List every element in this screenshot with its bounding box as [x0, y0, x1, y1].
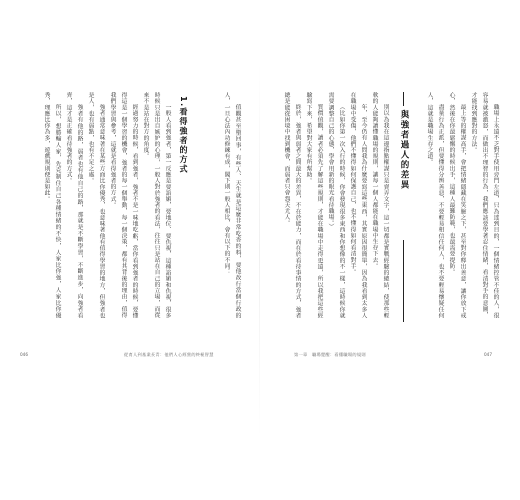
section-number: 1. — [179, 96, 188, 108]
right-page-intro-text — [418, 92, 500, 318]
right-intro-paragraph: 盡量行為正派，但要懂得分辨善惡，不要輕易相信任何人，也不要輕易懷疑任何人，這就是職場生存之道。 — [426, 92, 443, 318]
section-heading-right: 與強者過人的差異 — [399, 110, 409, 190]
right-body-paragraph: 年，至今仍有人問我為什麼要寫這些東西，其實原因很簡單，因為我看到太多人在職場中受傷，他們不懂得如何保護自己，也不懂得如何看清對手。 — [349, 92, 366, 318]
right-body-paragraph: 別以為我在這邊指點權謀只是賣弄文字，這一切都是實戰經驗的總結，使那些輕軟的人能夠讀懂職場的規則，讓每一個人都能在職場中生存下去。 — [371, 92, 388, 318]
left-page-body-text — [43, 92, 172, 318]
right-body-paragraph: 終於，強者與弱者之間最大的差異，不在於能力，而在於看待事情的方式，強者總是能從困境中找到機會，而弱者只會怨天尤人。 — [283, 92, 300, 318]
left-body-paragraph: 經過努力的時候，看到強者，強者不是一味地吃虧，當你看到強者的時候，要懂得這是一個學習的機會，強者的每一個舉動，每一個決策，都有其背後的理由，值得我們學習與參考，這就是看得強者的方式。 — [109, 92, 137, 318]
page-number-left: 046 — [20, 352, 28, 357]
running-footer-left: 從育人到基業長青：他們人心經營的終極智慧 — [124, 352, 214, 357]
book-gutter — [259, 60, 260, 440]
section-heading-rule-top — [403, 92, 404, 106]
section-heading-left — [178, 96, 189, 174]
right-intro-paragraph: 職場上永遠不乏對手使用旁門左道，只為達到目的，一個情緒控管不佳的人，很容易就被激怒，而做出不理智的行為，我們應該要學著忍住情緒，看清對手的意圖，才能找到應對的方法。 — [470, 92, 498, 318]
left-body-paragraph: 強者有他的路，弱者也有他自己的路，那就是不斷學習，不斷進步，向強者看齊，這才是正確看待強者的方式。 — [65, 92, 82, 318]
right-page-body-text — [276, 92, 390, 318]
running-footer-right: 第一章 職場覺醒：看懂職場的規則 — [294, 352, 366, 357]
left-body-paragraph: 強者通常意味著在某些方面比你優秀，也意味著他有值得學習的地方，但強者也是人，也有弱點，也有不足之處。 — [87, 92, 104, 318]
right-body-paragraph: （比如你第一次入行的時候，你會發現很多東西和你想像的不一樣，這時候你就需要調整自己的心態，學會用新的眼光看待職場。） — [327, 92, 344, 318]
page-number-right: 047 — [484, 352, 492, 357]
left-body-paragraph: 一般人看到強者，第一反應是要諂媚，要地位、要仇視，這種諂媚和仇視，很多時候只是出自嫉妒的心理，一般人對於強者的看法，往往只是站在自己的立場，而從來不是站在對方的角度。 — [142, 92, 170, 318]
left-body-paragraph: 所以，想勝輸人家，先克制住自己各種情緒的不快，人家比你強，人家比你優秀，理應比你為多，遊戲規則便是如此。 — [43, 92, 60, 318]
left-page-intro-text — [212, 92, 242, 318]
right-intro-paragraph: 最上等的權謀高手，會把情緒隱藏在笑臉之下，甚至對你釋出善意，讓你放下戒心，然後在你最鬆懈的時候出手，這種人最難防範，也最需要提防。 — [448, 92, 465, 318]
section-heading-rule-bottom — [403, 240, 404, 322]
right-body-paragraph: 質價值觀，讀者必須先了解這些規則，才能在職場中走得更遠，所以我把這些經驗寫下來，希望對大家有所幫助。 — [305, 92, 322, 318]
section-title-text: 看得強者的方式 — [179, 107, 188, 175]
left-intro-paragraph: 值觀甚至墮回事，有些人、天生就是這麼非常吃香的料，要他改行當個行政的人，一旦心法內功修練有成，閣下則一般人相比，會有以下的不同： — [223, 92, 240, 318]
